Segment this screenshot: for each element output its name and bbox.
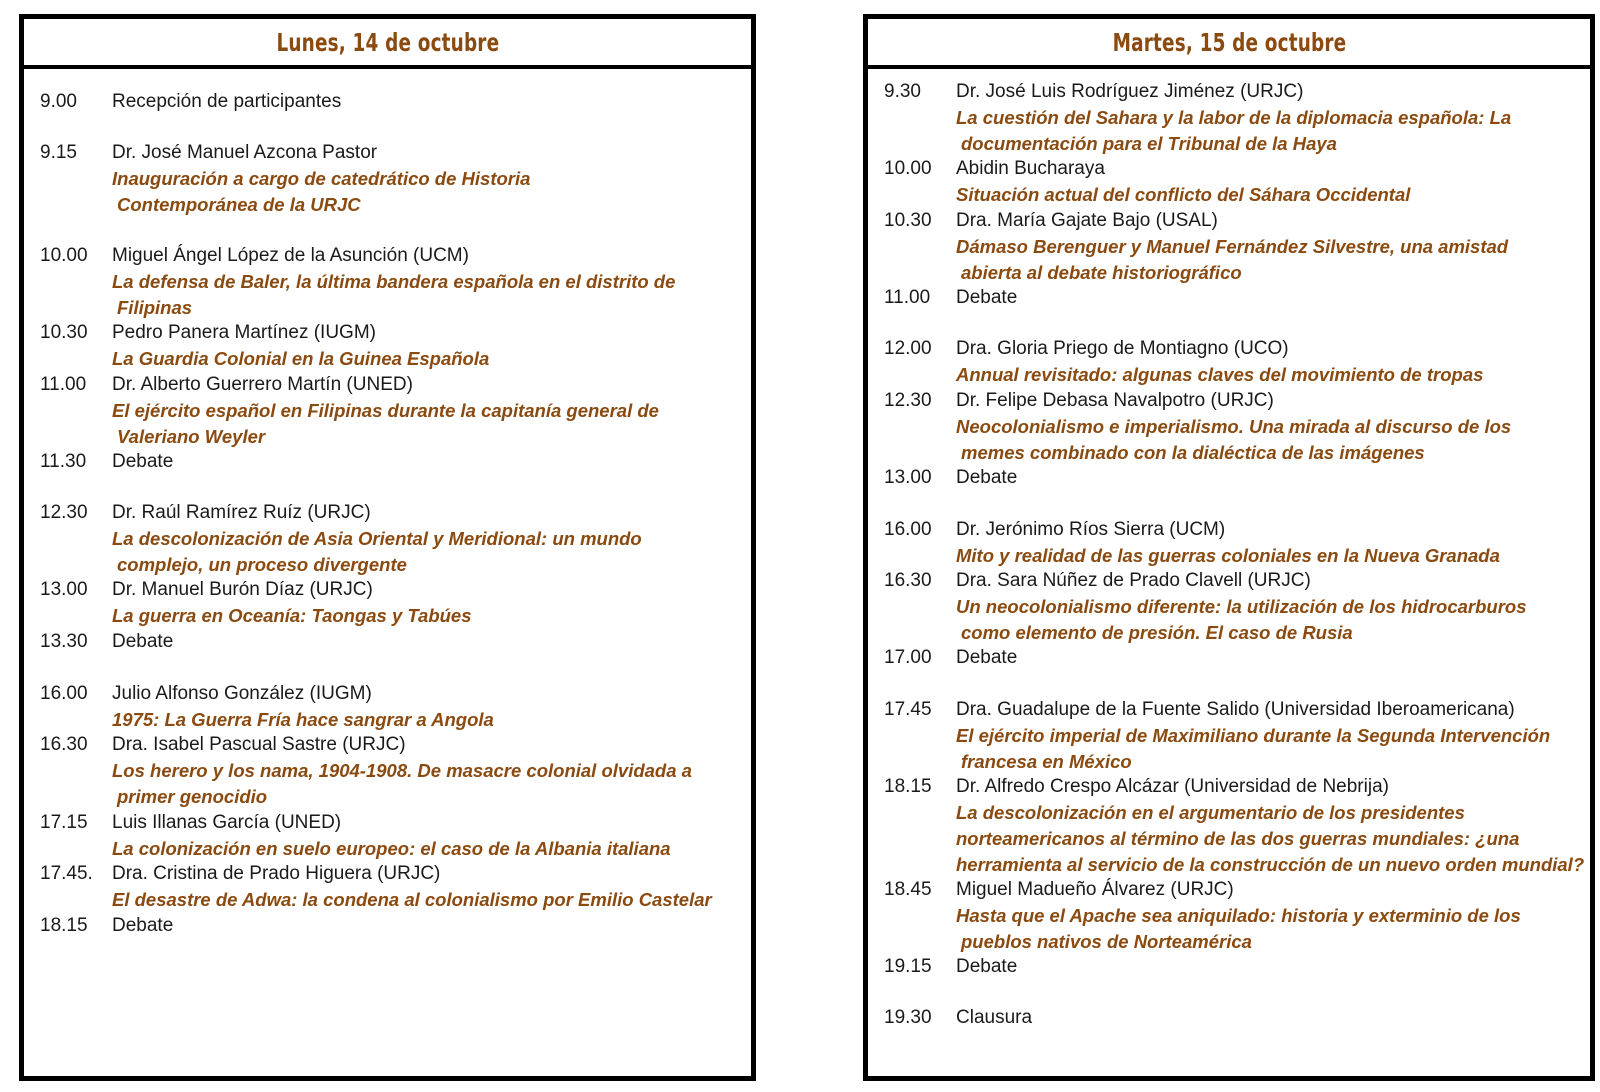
talk-title-line: La cuestión del Sahara y la labor de la diplomacia española: La: [956, 107, 1512, 128]
talk-title-line: herramienta al servicio de la construcción de un nuevo orden mundial?: [956, 854, 1585, 875]
entry-content: [112, 372, 737, 450]
talk-title-line: Dámaso Berenguer y Manuel Fernández Silvestre, una amistad: [956, 236, 1509, 257]
entry-time: 17.00: [884, 647, 932, 668]
entry-content: [112, 810, 737, 862]
entry-content: [112, 449, 737, 475]
entry-speaker: Dra. Guadalupe de la Fuente Salido (Universidad Iberoamericana): [956, 699, 1515, 720]
entry-talk-title: [956, 362, 1576, 388]
entry-speaker: Pedro Panera Martínez (IUGM): [112, 322, 376, 343]
entry-talk-title: [112, 603, 737, 629]
entry-talk-title: [112, 707, 737, 733]
entry-speaker: Clausura: [956, 1007, 1033, 1028]
entry-time: 16.00: [884, 519, 932, 540]
entry-content: [112, 861, 737, 913]
entry-talk-title: [956, 234, 1576, 286]
entry-time: 18.15: [884, 776, 932, 797]
talk-title-line: La Guardia Colonial en la Guinea Española: [112, 348, 490, 369]
entry-talk-title: [956, 105, 1576, 157]
entry-content: [956, 336, 1576, 388]
entry-content: [956, 645, 1576, 671]
entry-time: 9.30: [884, 81, 921, 102]
entry-speaker: Dr. Raúl Ramírez Ruíz (URJC): [112, 502, 371, 523]
entry-speaker: Dr. Manuel Burón Díaz (URJC): [112, 579, 373, 600]
entry-speaker: Dr. José Luis Rodríguez Jiménez (URJC): [956, 81, 1304, 102]
entry-content: [956, 208, 1576, 286]
entry-content: [956, 1005, 1576, 1031]
talk-title-line: Situación actual del conflicto del Sáhara Occidental: [956, 184, 1411, 205]
entry-content: [112, 629, 737, 655]
entry-time: 13.30: [40, 631, 88, 652]
entry-talk-title: [112, 398, 737, 450]
entry-time: 11.00: [884, 287, 931, 308]
talk-title-line: La descolonización de Asia Oriental y Meridional: un mundo: [112, 528, 642, 549]
entry-talk-title: [112, 346, 737, 372]
talk-title-line: Mito y realidad de las guerras coloniales en la Nueva Granada: [956, 545, 1500, 566]
entry-speaker: Debate: [112, 915, 174, 936]
talk-title-line: La guerra en Oceanía: Taongas y Tabúes: [112, 605, 472, 626]
talk-title-line: Hasta que el Apache sea aniquilado: historia y exterminio de los: [956, 905, 1521, 926]
entry-speaker: Julio Alfonso González (IUGM): [112, 683, 372, 704]
tuesday-schedule-panel: [863, 14, 1595, 1081]
talk-title-line: complejo, un proceso divergente: [117, 554, 407, 575]
talk-title-line: Los herero y los nama, 1904-1908. De masacre colonial olvidada a: [112, 760, 692, 781]
talk-title-line: La colonización en suelo europeo: el caso de la Albania italiana: [112, 838, 671, 859]
entry-time: 19.30: [884, 1007, 932, 1028]
entry-content: [956, 465, 1576, 491]
entry-content: [956, 877, 1576, 955]
talk-title-line: francesa en México: [961, 751, 1132, 772]
talk-title-line: Neocolonialismo e imperialismo. Una mirada al discurso de los: [956, 416, 1512, 437]
entry-content: [956, 79, 1576, 157]
talk-title-line: Un neocolonialismo diferente: la utilización de los hidrocarburos: [956, 596, 1527, 617]
talk-title-line: El ejército español en Filipinas durante la capitanía general de: [112, 400, 659, 421]
entry-time: 16.00: [40, 683, 88, 704]
entry-content: [112, 732, 737, 810]
entry-speaker: Debate: [956, 287, 1018, 308]
entry-time: 17.45.: [40, 863, 93, 884]
entry-speaker: Dra. Cristina de Prado Higuera (URJC): [112, 863, 441, 884]
entry-content: [956, 285, 1576, 311]
talk-title-line: documentación para el Tribunal de la Haya: [961, 133, 1337, 154]
entry-time: 16.30: [884, 570, 932, 591]
entry-speaker: Dr. Alberto Guerrero Martín (UNED): [112, 374, 413, 395]
entry-speaker: Recepción de participantes: [112, 91, 342, 112]
entry-time: 10.00: [40, 245, 88, 266]
talk-title-line: pueblos nativos de Norteamérica: [961, 931, 1252, 952]
entry-talk-title: [956, 414, 1576, 466]
entry-talk-title: [112, 836, 737, 862]
talk-title-line: Inauguración a cargo de catedrático de Historia: [112, 168, 531, 189]
entry-content: [956, 568, 1576, 646]
talk-title-line: Valeriano Weyler: [117, 426, 266, 447]
entry-content: [956, 697, 1576, 775]
entry-time: 9.15: [40, 142, 77, 163]
talk-title-line: 1975: La Guerra Fría hace sangrar a Angola: [112, 709, 494, 730]
entry-speaker: Miguel Ángel López de la Asunción (UCM): [112, 245, 469, 266]
talk-title-line: El desastre de Adwa: la condena al colonialismo por Emilio Castelar: [112, 889, 712, 910]
entry-talk-title: [112, 269, 737, 321]
entry-time: 18.45: [884, 879, 932, 900]
talk-title-line: como elemento de presión. El caso de Rusia: [961, 622, 1353, 643]
entry-time: 11.30: [40, 451, 87, 472]
entry-content: [956, 156, 1576, 208]
entry-time: 16.30: [40, 734, 88, 755]
entry-talk-title: [956, 903, 1576, 955]
talk-title-line: El ejército imperial de Maximiliano durante la Segunda Intervención: [956, 725, 1551, 746]
entry-time: 9.00: [40, 91, 77, 112]
entry-speaker: Debate: [112, 451, 174, 472]
entry-content: [112, 320, 737, 372]
entry-content: [112, 681, 737, 733]
tuesday-title: Martes, 15 de octubre: [1112, 27, 1346, 57]
talk-title-line: La defensa de Baler, la última bandera española en el distrito de: [112, 271, 676, 292]
entry-time: 10.30: [40, 322, 88, 343]
entry-content: [112, 913, 737, 939]
entry-speaker: Dra. Isabel Pascual Sastre (URJC): [112, 734, 406, 755]
entry-speaker: Debate: [956, 647, 1018, 668]
entry-content: [112, 243, 737, 321]
monday-header: [24, 19, 751, 69]
entry-time: 17.15: [40, 812, 88, 833]
entry-time: 12.30: [884, 390, 932, 411]
entry-content: [112, 500, 737, 578]
entry-time: 19.15: [884, 956, 932, 977]
entry-time: 17.45: [884, 699, 932, 720]
entry-speaker: Miguel Madueño Álvarez (URJC): [956, 879, 1234, 900]
entry-content: [956, 517, 1576, 569]
entry-content: [112, 140, 737, 218]
entry-content: [112, 89, 737, 115]
entry-time: 12.00: [884, 338, 932, 359]
entry-time: 13.00: [40, 579, 88, 600]
talk-title-line: primer genocidio: [117, 786, 268, 807]
entry-speaker: Dr. Felipe Debasa Navalpotro (URJC): [956, 390, 1274, 411]
entry-speaker: Dra. María Gajate Bajo (USAL): [956, 210, 1218, 231]
entry-time: 10.30: [884, 210, 932, 231]
entry-speaker: Dr. José Manuel Azcona Pastor: [112, 142, 378, 163]
entry-speaker: Dra. Sara Núñez de Prado Clavell (URJC): [956, 570, 1311, 591]
entry-time: 18.15: [40, 915, 88, 936]
entry-content: [956, 774, 1585, 878]
entry-talk-title: [112, 887, 737, 913]
entry-talk-title: [956, 723, 1576, 775]
entry-talk-title: [112, 526, 737, 578]
entry-talk-title: [112, 166, 737, 218]
entry-talk-title: [956, 594, 1576, 646]
talk-title-line: abierta al debate historiográfico: [961, 262, 1242, 283]
monday-title: Lunes, 14 de octubre: [276, 27, 499, 57]
entry-speaker: Debate: [956, 467, 1018, 488]
entry-content: [956, 388, 1576, 466]
tuesday-header: [868, 19, 1590, 69]
talk-title-line: Contemporánea de la URJC: [117, 194, 361, 215]
talk-title-line: norteamericanos al término de las dos guerras mundiales: ¿una: [956, 828, 1520, 849]
talk-title-line: La descolonización en el argumentario de los presidentes: [956, 802, 1465, 823]
entry-talk-title: [956, 800, 1585, 878]
entry-time: 11.00: [40, 374, 87, 395]
talk-title-line: Filipinas: [117, 297, 193, 318]
entry-speaker: Dra. Gloria Priego de Montiagno (UCO): [956, 338, 1289, 359]
talk-title-line: Annual revisitado: algunas claves del movimiento de tropas: [956, 364, 1484, 385]
entry-content: [112, 577, 737, 629]
entry-talk-title: [956, 543, 1576, 569]
entry-talk-title: [112, 758, 737, 810]
entry-time: 10.00: [884, 158, 932, 179]
monday-schedule-panel: [19, 14, 756, 1081]
entry-speaker: Abidin Bucharaya: [956, 158, 1105, 179]
entry-talk-title: [956, 182, 1576, 208]
entry-speaker: Dr. Alfredo Crespo Alcázar (Universidad de Nebrija): [956, 776, 1389, 797]
entry-speaker: Debate: [112, 631, 174, 652]
entry-content: [956, 954, 1576, 980]
entry-speaker: Dr. Jerónimo Ríos Sierra (UCM): [956, 519, 1226, 540]
talk-title-line: memes combinado con la dialéctica de las imágenes: [961, 442, 1425, 463]
entry-time: 13.00: [884, 467, 932, 488]
entry-time: 12.30: [40, 502, 88, 523]
entry-speaker: Debate: [956, 956, 1018, 977]
entry-speaker: Luis Illanas García (UNED): [112, 812, 342, 833]
